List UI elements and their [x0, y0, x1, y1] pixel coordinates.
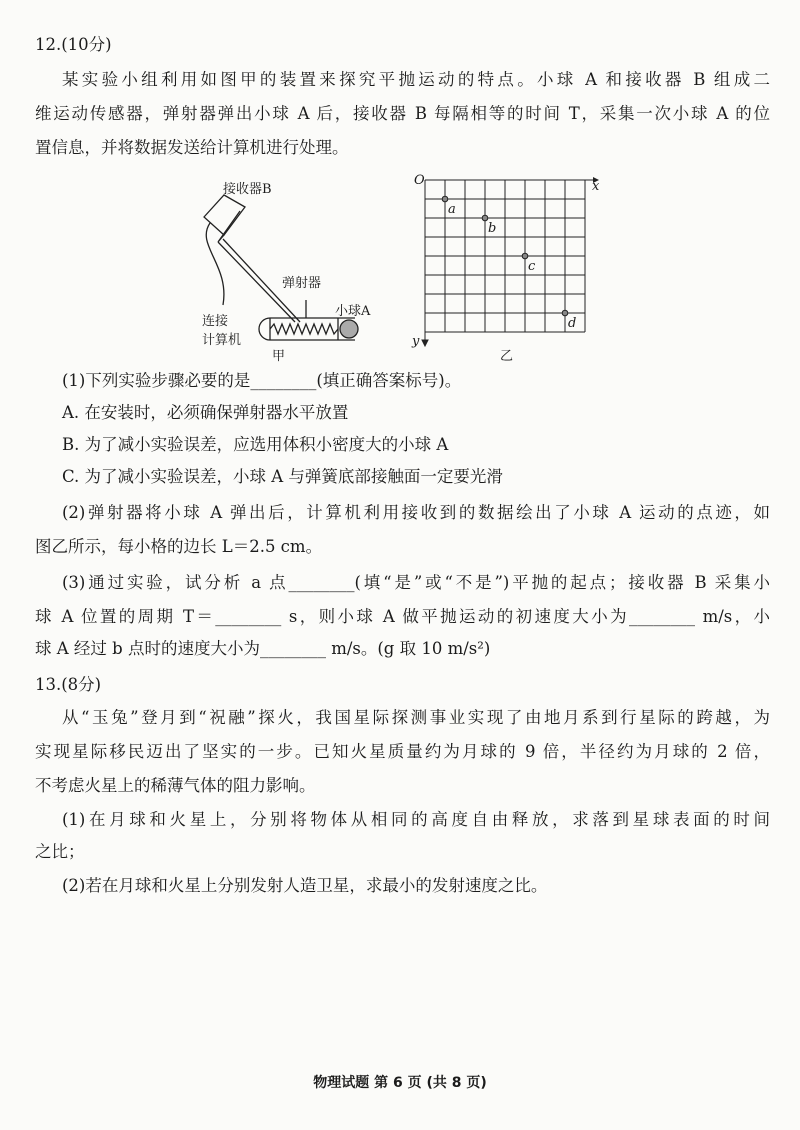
page-footer: 物理试题 第 6 页 (共 8 页) — [313, 1075, 487, 1091]
q12-part3-line: 球 A 经过 b 点时的速度大小为________ m/s。(g 取 10 m/s²) — [35, 639, 491, 658]
q13-part1-line: (1)在月球和火星上，分别将物体从相同的高度自由释放，求落到星球表面的时间 — [62, 810, 770, 829]
q13-part2: (2)若在月球和火星上分别发射人造卫星，求最小的发射速度之比。 — [62, 876, 548, 895]
y-axis-arrow — [422, 332, 428, 346]
q13-header: 13.(8分) — [35, 675, 102, 694]
point-label: b — [488, 221, 497, 236]
q12-part3-line: (3)通过实验，试分析 a 点________(填“是”或“不是”)平抛的起点；接收器 B 采集小 — [62, 573, 770, 592]
q12-part2-line: 图乙所示，每小格的边长 L＝2.5 cm。 — [35, 537, 323, 556]
figure-yi-caption: 乙 — [500, 349, 514, 364]
receiver-b-shape — [204, 195, 245, 235]
q13-intro-line: 实现星际移民迈出了坚实的一步。已知火星质量约为月球的 9 倍，半径约为月球的 2 倍， — [35, 742, 770, 761]
cable — [206, 223, 224, 305]
q12-header: 12.(10分) — [35, 35, 112, 54]
q12-option-c: C. 为了减小实验误差，小球 A 与弹簧底部接触面一定要光滑 — [62, 467, 503, 486]
figures — [190, 165, 610, 365]
spring — [270, 324, 338, 334]
q12-intro-line: 某实验小组利用如图甲的装置来探究平抛运动的特点。小球 A 和接收器 B 组成二 — [62, 70, 770, 89]
point-label: a — [448, 202, 456, 217]
q12-part2-line: (2)弹射器将小球 A 弹出后，计算机利用接收到的数据绘出了小球 A 运动的点迹，如 — [62, 503, 770, 522]
x-axis-label: x — [592, 179, 600, 194]
q12-option-a: A. 在安装时，必须确保弹射器水平放置 — [62, 403, 349, 422]
ball-label: 小球A — [335, 304, 371, 319]
trajectory-point — [562, 310, 568, 316]
origin-label: O — [414, 173, 425, 188]
q13-intro-line: 不考虑火星上的稀薄气体的阻力影响。 — [35, 776, 316, 795]
point-label: c — [528, 259, 536, 274]
q12-part1: (1)下列实验步骤必要的是________(填正确答案标号)。 — [62, 371, 462, 390]
computer-label: 连接 — [202, 314, 229, 329]
q12-part3-line: 球 A 位置的周期 T＝________ s，则小球 A 做平抛运动的初速度大小为________ m/s，小 — [35, 607, 770, 626]
figure-jia-caption: 甲 — [272, 349, 286, 364]
q12-intro-line: 维运动传感器，弹射器弹出小球 A 后，接收器 B 每隔相等的时间 T，采集一次小球 A 的位 — [35, 104, 770, 123]
q12-option-b: B. 为了减小实验误差，应选用体积小密度大的小球 A — [62, 435, 449, 454]
launcher-label: 弹射器 — [282, 276, 322, 291]
receiver-label: 接收器B — [223, 182, 272, 197]
point-label: d — [568, 316, 577, 331]
computer-label: 计算机 — [202, 333, 242, 348]
trajectory-point — [482, 215, 488, 221]
q12-intro-line: 置信息，并将数据发送给计算机进行处理。 — [35, 138, 349, 157]
figure-yi-grid — [422, 177, 599, 346]
trajectory-point — [522, 253, 528, 259]
y-axis-label: y — [412, 334, 420, 349]
q13-part1-line: 之比； — [35, 842, 85, 861]
q13-intro-line: 从“玉兔”登月到“祝融”探火，我国星际探测事业实现了由地月系到行星际的跨越，为 — [62, 708, 770, 727]
ball-a — [340, 320, 358, 338]
trajectory-point — [442, 196, 448, 202]
